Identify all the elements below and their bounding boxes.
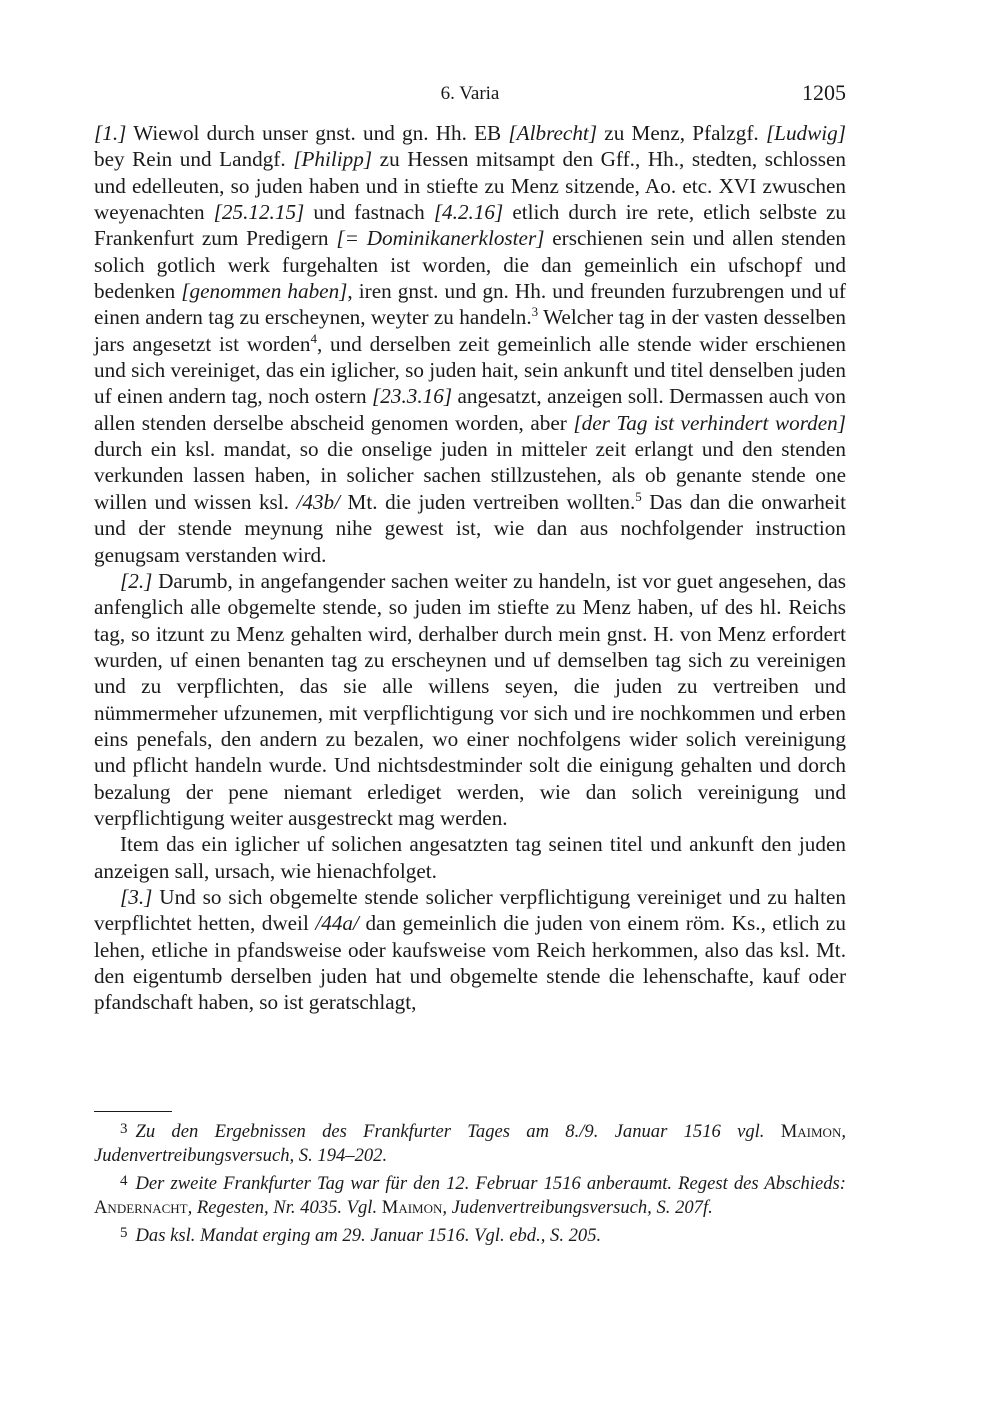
footnote-ref-3[interactable]: 3 <box>531 304 539 320</box>
footnote-3: $^3$ Zu den Ergebnissen des Frankfurter Tages am 8./9. Januar 1516 vgl. Maimon, Judenvertreibungsversuch, S. 194–202. <box>94 1121 846 1167</box>
footnote-4: $^4$ Der zweite Frankfurter Tag war für den 12. Februar 1516 anberaumt. Regest des Abschieds: Andernacht, Regesten, Nr. 4035. Vgl. Maimon, Judenvertreibungsversuch, S. 207f. <box>94 1172 846 1219</box>
paragraph-4: [3.] Und so sich obgemelte stende solicher verpflichtigung vereiniget und zu halten verpflichtet hetten, dweil /44a/ dan gemeinlich die juden von einem röm. Ks., etlich zu lehen, etliche in pfandsweise oder kaufsweise vom Reich herkommen, also das ksl. Mt. den eigentumb derselben juden hat und obgemelte stende die lehenschafte, kauf oder pfandschaft haben, so ist geratschlagt, <box>94 884 846 1015</box>
footnote-5: $^5$ Das ksl. Mandat erging am 29. Januar 1516. Vgl. ebd., S. 205. <box>120 1224 602 1246</box>
page-number: 1205 <box>802 80 846 105</box>
paragraph-2: [2.] Darumb, in angefangender sachen weiter zu handeln, ist vor guet angesehen, das anfenglich alle obgemelte stende, so juden im stiefte zu Menz haben, uf des hl. Reichs tag, so itzunt zu Menz gehalten wird, derhalber durch mein gnst. H. von Menz erfordert wurden, uf einen benanten tag zu erscheynen und uf demselben tag sich zu vereinigen und zu verpflichten, das sie alle willens seyen, die juden zu vertreiben und nümmermeher ufzunemen, mit verpflichtigung vor sich und ire nochkommen und erben eins penefals, den andern zu bezalen, wo einer nochfolgens wider solich vereinigung und pflicht handeln wurde. Und nichtsdestminder solt die einigung gehalten und dorch bezalung der pene niemant erlediget werden, wie dan solich vereinigung und verpflichtigung weiter ausgestreckt mag werden. <box>94 568 846 830</box>
paragraph-1: [1.] Wiewol durch unser gnst. und gn. Hh. EB [Albrecht] zu Menz, Pfalzgf. [Ludwig] bey Rein und Landgf. [Philipp] zu Hessen mitsampt den Gff., Hh., stedten, schlossen und edelleuten, so juden haben und in stiefte zu Menz sitzende, Ao. etc. XVI zwuschen weyenachten [25.12.15] und fastnach [4.2.16] etlich durch ire rete, etlich selbste zu Frankenfurt zum Predigern [= Dominikanerkloster] erschienen sein und allen stenden solich gotlich werk furgehalten ist worden, die dan gemeinlich ein ufschopf und bedenken [genommen haben], iren gnst. und gn. Hh. und freunden furzubrengen und uf einen andern tag zu erscheynen, weyter zu handeln.$^3$ Welcher tag in der vasten desselben jars angesetzt ist worden$^4$, und derselben zeit gemeinlich alle stende wider erschienen und sich vereiniget, das ein iglicher, so juden hait, sein ankunft und titel denselben juden uf einen andern tag, noch ostern [23.3.16] angesatzt, anzeigen soll. Dermassen auch von allen stenden derselbe abscheid genomen worden, aber [der Tag ist verhindert worden] durch ein ksl. mandat, so die onselige juden in mitteler zeit erlangt und den stenden verkunden lassen haben, in solicher sachen stillzustehen, als ob genante stende one willen und wissen ksl. /43b/ Mt. die juden vertreiben wollten.$^5$ Das dan die onwarheit und der stende meynung nihe gewest ist, wie dan aus nochfolgender instruction genugsam verstanden wird. <box>94 121 847 567</box>
main-text <box>94 120 846 1016</box>
running-header <box>94 80 846 110</box>
footnotes <box>94 1117 846 1248</box>
section-title: 6. Varia <box>440 83 500 104</box>
footnote-separator <box>94 1111 172 1112</box>
footnote-ref-4[interactable]: 4 <box>310 330 317 346</box>
footnote-ref-5[interactable]: 5 <box>635 488 642 504</box>
paragraph-3: Item das ein iglicher uf solichen angesatzten tag seinen titel und ankunft den juden anzeigen sall, ursach, wie hienachfolget. <box>94 832 846 883</box>
